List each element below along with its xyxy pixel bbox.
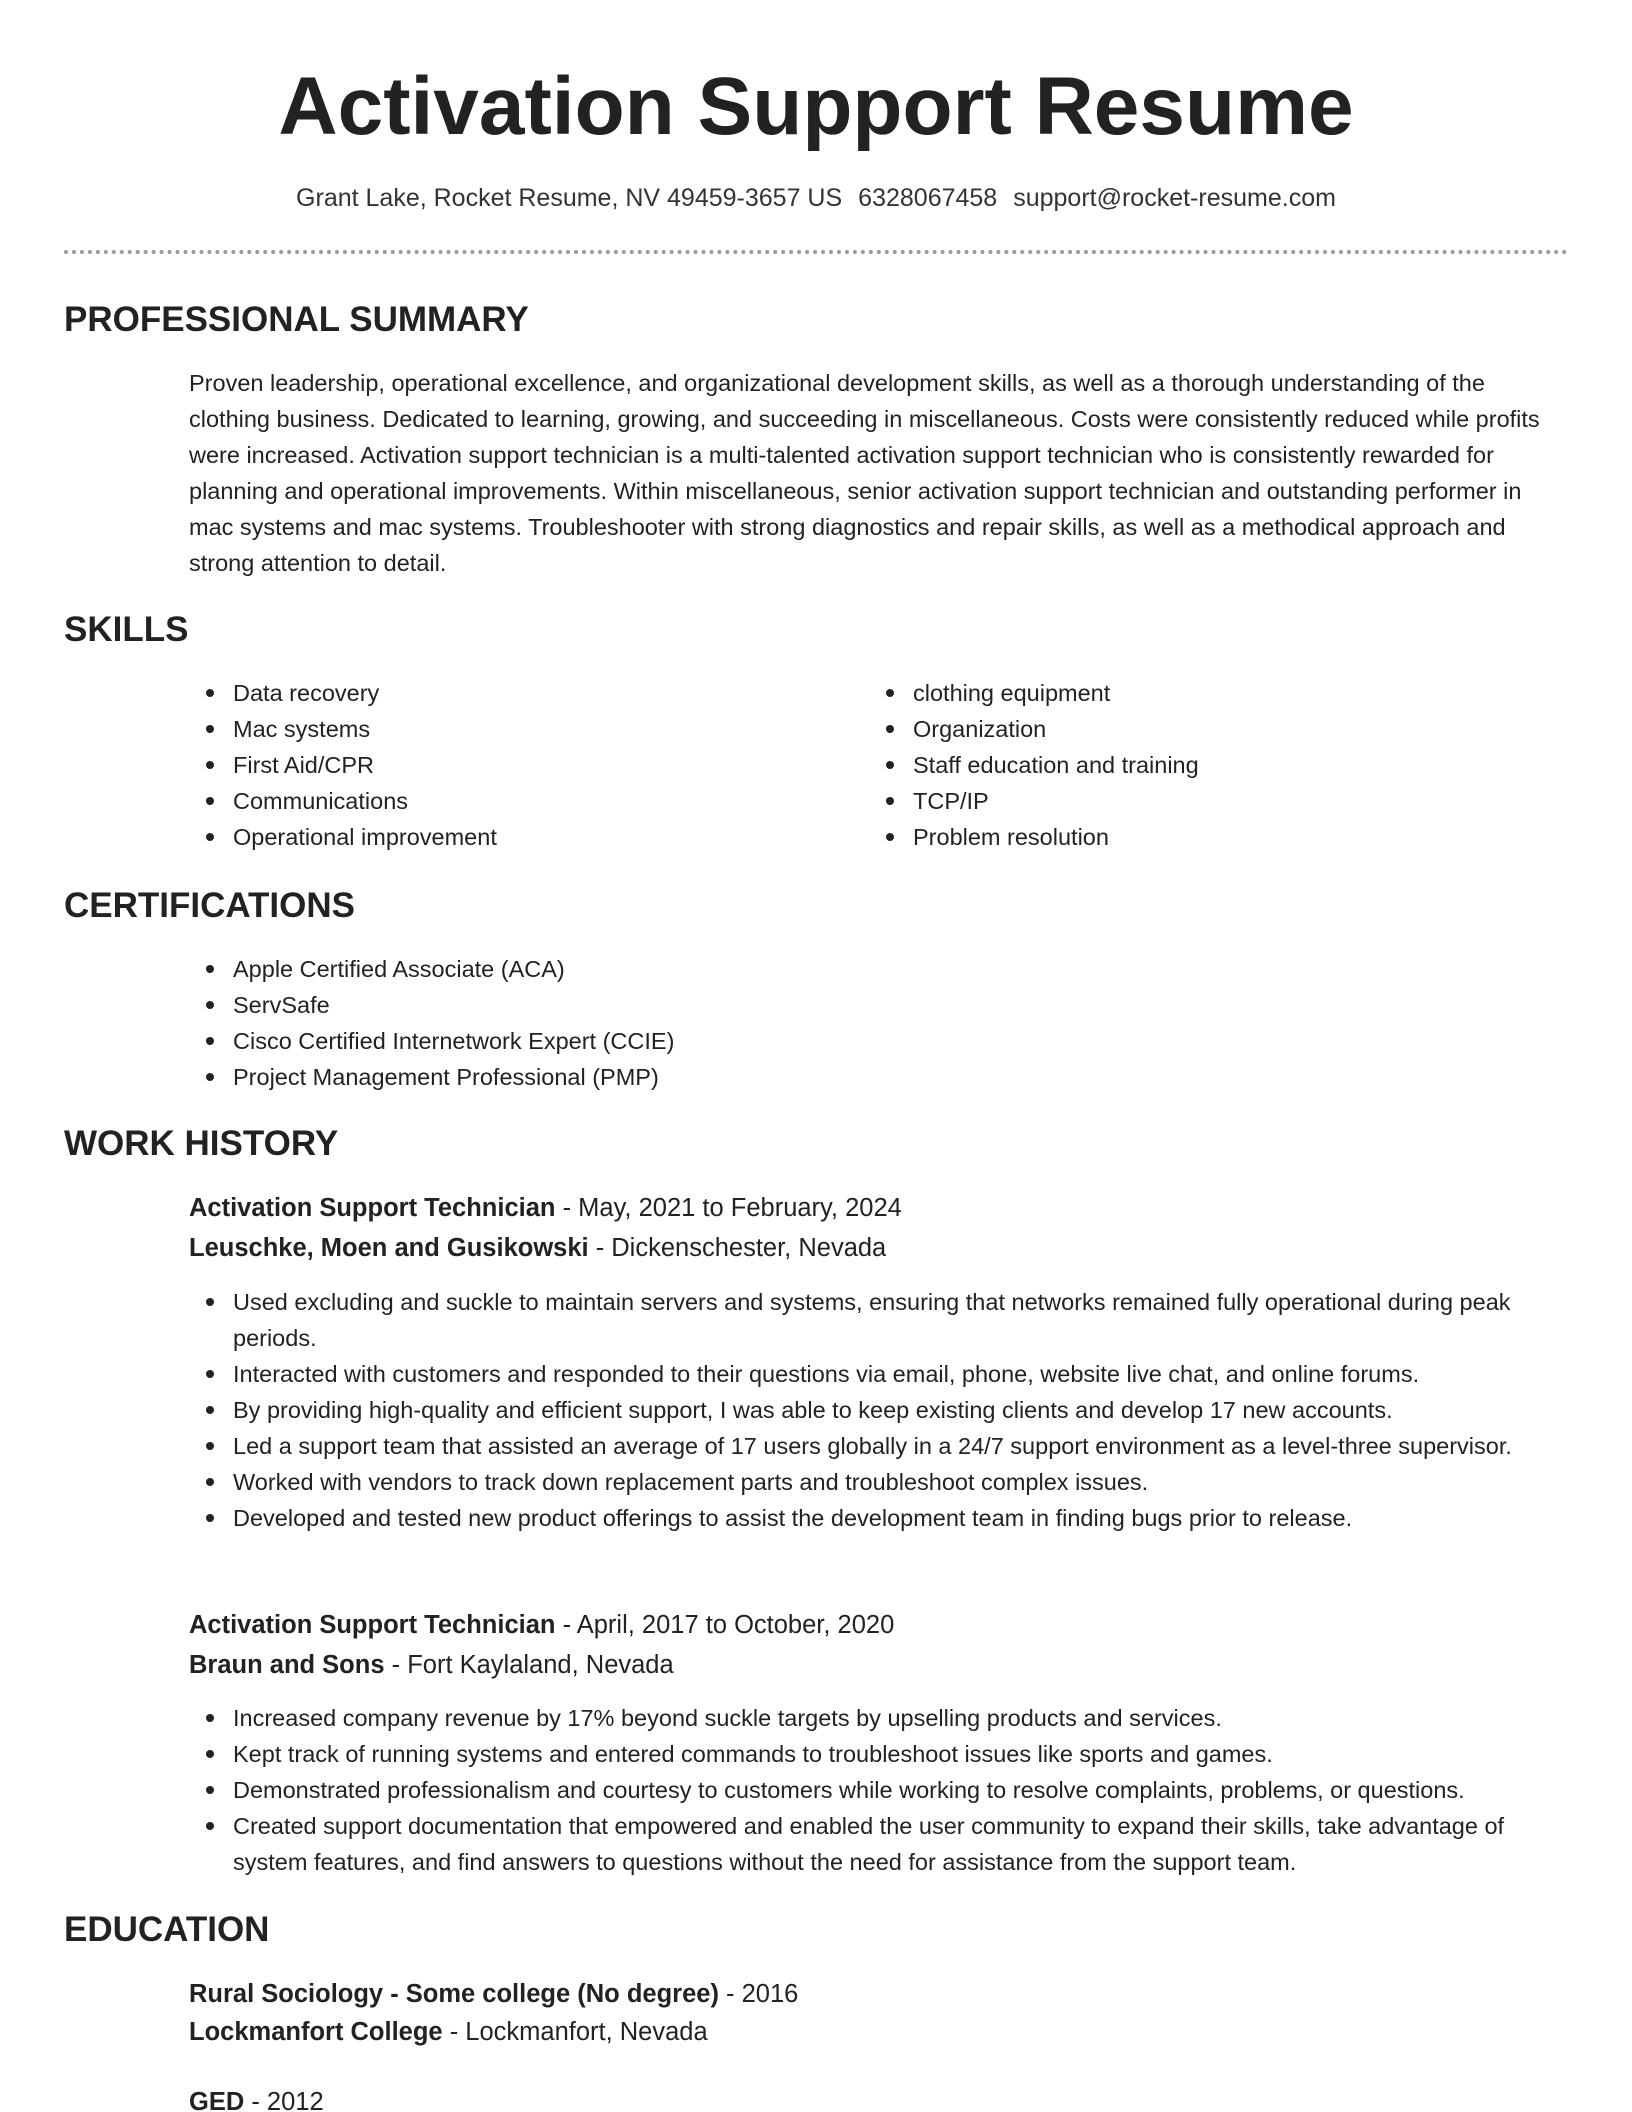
education-degree: Rural Sociology - Some college (No degree) [189,1980,719,2008]
contact-email[interactable]: support@rocket-resume.com [1013,184,1336,212]
job-2-title-line [189,1607,894,1643]
job-bullet: Interacted with customers and responded to their questions via email, phone, website live chat, and online forums. [189,1356,1569,1392]
education-location: - Lockmanfort, Nevada [442,2018,708,2046]
summary-text: Proven leadership, operational excellence, and organizational development skills, as well as a thorough understanding of the clothing business. Dedicated to learning, growing, and succeeding in miscellaneous. Costs were consistently reduced while profits were increased. Activation support technician is a multi-talented activation support technician who is consistently rewarded for planning and operational improvements. Within miscellaneous, senior activation support technician and outstanding performer in mac systems and mac systems. Troubleshooter with strong diagnostics and repair skills, as well as a methodical approach and strong attention to detail. [189,370,1540,576]
job-bullet: Created support documentation that empowered and enabled the user community to expand their skills, take advantage of system features, and find answers to questions without the need for assistance from the support team. [189,1808,1569,1880]
certification-item: Cisco Certified Internetwork Expert (CCIE) [189,1023,1389,1059]
job-2-company-line [189,1647,674,1683]
skill-item: First Aid/CPR [189,747,789,783]
education-2-degree-line [189,2084,324,2112]
skill-item: Data recovery [189,675,789,711]
work-history-heading: WORK HISTORY [64,1124,339,1163]
education-year: - 2016 [718,1980,799,2008]
skills-list-left [189,675,789,855]
education-1-school-line [189,2014,708,2050]
job-bullet: By providing high-quality and efficient support, I was able to keep existing clients and develop 17 new accounts. [189,1392,1569,1428]
education-degree: GED [189,2088,245,2112]
job-role: Activation Support Technician [189,1194,556,1222]
contact-phone: 6328067458 [858,184,998,212]
skill-item: TCP/IP [869,783,1469,819]
certification-item: Apple Certified Associate (ACA) [189,951,1389,987]
skill-item: Communications [189,783,789,819]
job-location: - Dickenschester, Nevada [588,1234,887,1262]
job-location: - Fort Kaylaland, Nevada [384,1651,674,1679]
skill-item: Operational improvement [189,819,789,855]
skill-item: Staff education and training [869,747,1469,783]
job-bullet: Demonstrated professionalism and courtesy to customers while working to resolve complaints, problems, or questions. [189,1772,1569,1808]
certification-item: Project Management Professional (PMP) [189,1059,1389,1095]
header-divider [64,250,1568,254]
job-company: Leuschke, Moen and Gusikowski [189,1234,589,1262]
education-year: - 2012 [244,2088,324,2112]
job-bullet: Developed and tested new product offerings to assist the development team in finding bugs prior to release. [189,1500,1569,1536]
job-1-company-line [189,1230,886,1266]
job-company: Braun and Sons [189,1651,385,1679]
skills-list-right [869,675,1469,855]
job-role: Activation Support Technician [189,1611,556,1639]
skill-item: Mac systems [189,711,789,747]
job-1-bullets [189,1284,1569,1536]
contact-address: Grant Lake, Rocket Resume, NV 49459-3657 US [296,184,843,212]
job-1-title-line [189,1190,902,1226]
job-dates: - April, 2017 to October, 2020 [555,1611,895,1639]
certifications-list [189,951,1389,1095]
skills-heading: SKILLS [64,610,189,649]
education-school: Lockmanfort College [189,2018,443,2046]
job-bullet: Increased company revenue by 17% beyond suckle targets by upselling products and services. [189,1700,1569,1736]
contact-line [0,180,1632,216]
education-1-degree-line [189,1976,798,2012]
education-heading: EDUCATION [64,1910,270,1949]
certification-item: ServSafe [189,987,1389,1023]
job-dates: - May, 2021 to February, 2024 [555,1194,902,1222]
job-bullet: Led a support team that assisted an average of 17 users globally in a 24/7 support environment as a level-three supervisor. [189,1428,1569,1464]
certifications-heading: CERTIFICATIONS [64,886,356,925]
job-bullet: Worked with vendors to track down replacement parts and troubleshoot complex issues. [189,1464,1569,1500]
skill-item: Organization [869,711,1469,747]
job-bullet: Kept track of running systems and entered commands to troubleshoot issues like sports and games. [189,1736,1569,1772]
skill-item: Problem resolution [869,819,1469,855]
job-bullet: Used excluding and suckle to maintain servers and systems, ensuring that networks remained fully operational during peak periods. [189,1284,1569,1356]
job-2-bullets [189,1700,1569,1880]
resume-title: Activation Support Resume [278,61,1354,152]
skill-item: clothing equipment [869,675,1469,711]
summary-heading: PROFESSIONAL SUMMARY [64,300,529,339]
